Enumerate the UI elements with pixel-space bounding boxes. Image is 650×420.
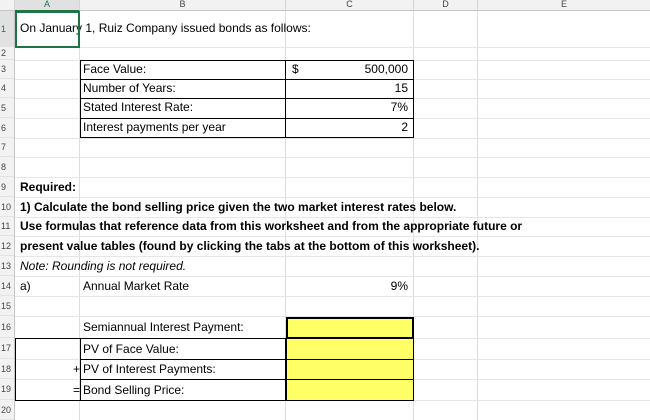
pv-interest-payments-label[interactable]: PV of Interest Payments: [83,362,216,376]
row-header-2[interactable]: 2 [0,47,14,60]
pv-face-value-label[interactable]: PV of Face Value: [83,342,179,356]
semiannual-interest-input[interactable] [286,317,414,339]
calc-divider [286,379,414,380]
row-header-17[interactable]: 17 [0,338,14,359]
row-header-12[interactable]: 12 [0,236,14,256]
grid-line [15,197,650,198]
grid-line [15,47,650,48]
calc-divider [80,338,81,401]
semiannual-interest-label[interactable]: Semiannual Interest Payment: [83,320,244,334]
face-value-label[interactable]: Face Value: [83,62,147,76]
row-header-13[interactable]: 13 [0,256,14,276]
row-header-1[interactable]: 1 [0,11,14,47]
row-header-19[interactable]: 19 [0,379,14,400]
face-value-currency: $ [292,62,299,76]
annual-market-rate-label[interactable]: Annual Market Rate [83,279,190,293]
equals-operator: = [73,383,81,397]
grid-line [15,296,650,297]
column-header-a[interactable]: A [15,0,80,12]
row-header-5[interactable]: 5 [0,98,14,118]
row-header-15[interactable]: 15 [0,296,14,316]
grid-line [15,256,650,257]
bond-selling-price-label[interactable]: Bond Selling Price: [83,383,185,397]
grid-line [15,236,650,237]
row-header-4[interactable]: 4 [0,79,14,98]
part-a-label[interactable]: a) [20,279,31,293]
interest-payments-label[interactable]: Interest payments per year [83,120,226,134]
face-value-value[interactable]: 500,000 [364,62,408,76]
instruction-line-2: Use formulas that reference data from this worksheet and from the appropriate future or [20,219,523,233]
grid-line [15,276,650,277]
annual-market-rate-value[interactable]: 9% [390,279,408,293]
stated-interest-rate-value[interactable]: 7% [390,100,408,114]
instruction-line-3: present value tables (found by clicking the tabs at the bottom of this worksheet). [20,239,480,253]
row-header-11[interactable]: 11 [0,217,14,236]
column-header-c[interactable]: C [286,0,414,11]
cell-a1-text: On January 1, Ruiz Company issued bonds as follows: [20,21,311,35]
row-header-8[interactable]: 8 [0,157,14,177]
select-all-corner[interactable] [0,0,15,11]
number-of-years-value[interactable]: 15 [394,81,408,95]
row-header-10[interactable]: 10 [0,197,14,217]
row-header-9[interactable]: 9 [0,177,14,197]
stated-interest-rate-label[interactable]: Stated Interest Rate: [83,100,194,114]
required-heading: Required: [20,180,77,194]
plus-operator: + [73,362,81,376]
pv-calc-inputs[interactable] [286,338,414,401]
calc-divider [286,359,414,360]
instruction-line-1: 1) Calculate the bond selling price given the two market interest rates below. [20,200,457,214]
row-header-7[interactable]: 7 [0,138,14,157]
grid-line [15,177,650,178]
row-header-20[interactable]: 20 [0,400,14,420]
rounding-note: Note: Rounding is not required. [20,259,187,273]
interest-payments-value[interactable]: 2 [401,120,408,134]
calc-divider [80,359,286,360]
grid-line [15,138,650,139]
column-header-d[interactable]: D [414,0,478,11]
number-of-years-label[interactable]: Number of Years: [83,81,176,95]
column-header-b[interactable]: B [80,0,286,11]
calc-divider [80,379,286,380]
row-header-6[interactable]: 6 [0,118,14,138]
row-header-14[interactable]: 14 [0,276,14,296]
row-header-16[interactable]: 16 [0,316,14,338]
row-header-18[interactable]: 18 [0,359,14,379]
selected-cell-a1[interactable] [15,11,80,48]
row-header-3[interactable]: 3 [0,60,14,79]
grid-line [15,157,650,158]
column-header-e[interactable]: E [478,0,650,11]
